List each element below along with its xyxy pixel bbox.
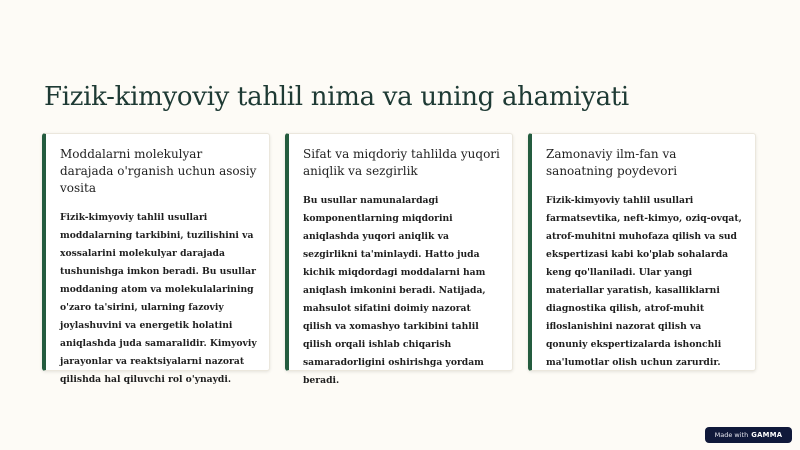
card-molecular-analysis [42,133,270,385]
card-precision-sensitivity [285,133,513,386]
card-body-text: Fizik-kimyoviy tahlil usullari moddalarning tarkibini, tuzilishini va xossalarini molekulyar darajada tushunishga imkon beradi. Bu usullar moddaning atom va molekulalarining o'zaro ta'sirini, ularning fazoviy joylashuvini va energetik holatini aniqlashda juda samaralidir. Kimyoviy jarayonlar va reaktsiyalarni nazorat qilishda hal qiluvchi rol o'ynaydi. [60,212,257,385]
card-body-text: Fizik-kimyoviy tahlil usullari farmatsevtika, neft-kimyo, oziq-ovqat, atrof-muhitni muhofaza qilish va sud ekspertizasi kabi ko'plab sohalarda keng qo'llaniladi. Ular yangi materiallar yaratish, kasalliklarni diagnostika qilish, atrof-muhit ifloslanishini nazorat qilish va qonuniy ekspertizalarda ishonchli ma'lumotlar olish uchun zarurdir. [546,195,742,368]
card-heading: Moddalarni molekulyar darajada o'rganish uchun asosiy vosita [60,147,257,195]
card-science-industry-foundation [528,133,756,371]
gamma-logo-text: GAMMA [751,431,783,439]
slide-title: Fizik-kimyoviy tahlil nima va uning ahamiyati [44,82,629,112]
made-with-gamma-badge[interactable] [705,427,792,443]
card-heading: Sifat va miqdoriy tahlilda yuqori aniqlik va sezgirlik [303,147,500,178]
card-heading: Zamonaviy ilm-fan va sanoatning poydevori [546,147,678,178]
card-body-text: Bu usullar namunalardagi komponentlarning miqdorini aniqlashda yuqori aniqlik va sezgirlikni ta'minlaydi. Hatto juda kichik miqdordagi moddalarni ham aniqlash imkonini beradi. Natijada, mahsulot sifatini doimiy nazorat qilish va xomashyo tarkibini tahlil qilish orqali ishlab chiqarish samaradorligini oshirishga yordam beradi. [303,195,486,386]
badge-prefix-text: Made with [714,431,749,439]
card-row [42,133,756,386]
